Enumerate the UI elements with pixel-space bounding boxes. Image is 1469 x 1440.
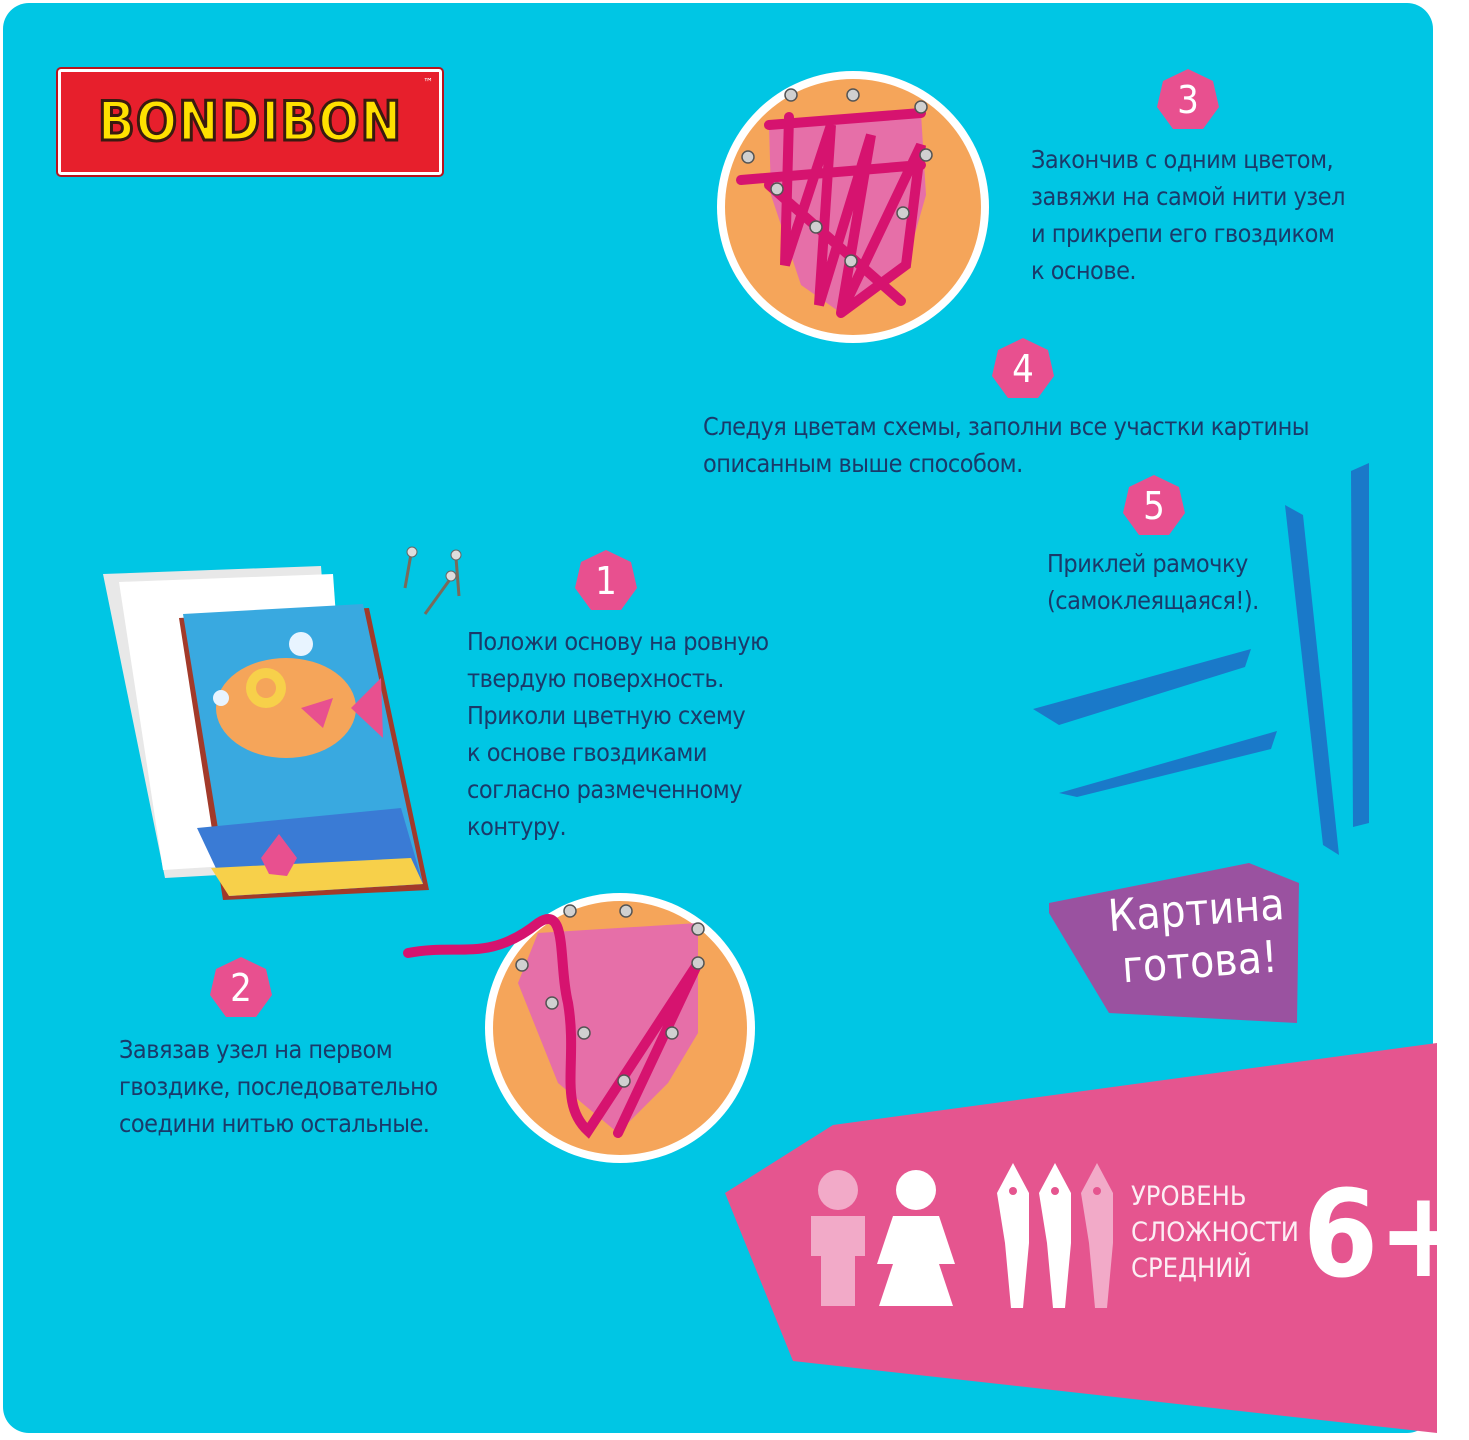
step1-number: 1 bbox=[595, 559, 617, 603]
difficulty-pens-icon bbox=[993, 1163, 1133, 1313]
step2-text: Завязав узел на первом гвоздике, последовательно соедини нитью остальные. bbox=[119, 1035, 438, 1138]
step4-text: Следуя цветам схемы, заполни все участки картины описанным выше способом. bbox=[703, 412, 1310, 478]
ready-text-line: Картина bbox=[1106, 878, 1286, 943]
step2-number: 2 bbox=[230, 966, 252, 1010]
brand-logo-trademark: ™ bbox=[423, 76, 433, 89]
ready-text-line: готова! bbox=[1120, 931, 1280, 994]
step3-number: 3 bbox=[1177, 78, 1199, 122]
step3-text: Закончив с одним цветом, завяжи на самой нити узел и прикрепи его гвоздиком к основе. bbox=[1031, 145, 1345, 285]
instruction-panel bbox=[3, 3, 1469, 1433]
step4-number: 4 bbox=[1012, 347, 1034, 391]
difficulty-label: УРОВЕНЬ СЛОЖНОСТИ СРЕДНИЙ bbox=[1131, 1181, 1299, 1284]
age-rating: 6+ bbox=[1303, 1166, 1469, 1305]
brand-logo-text: BONDIBON bbox=[97, 90, 403, 153]
step5-text: Приклей рамочку (самоклеящаяся!). bbox=[1047, 549, 1259, 615]
step5-number: 5 bbox=[1143, 484, 1165, 528]
child-figures-icon bbox=[803, 1168, 963, 1308]
step1-text: Положи основу на ровную твердую поверхность. Приколи цветную схему к основе гвоздиками согласно размеченному контуру. bbox=[467, 627, 769, 841]
